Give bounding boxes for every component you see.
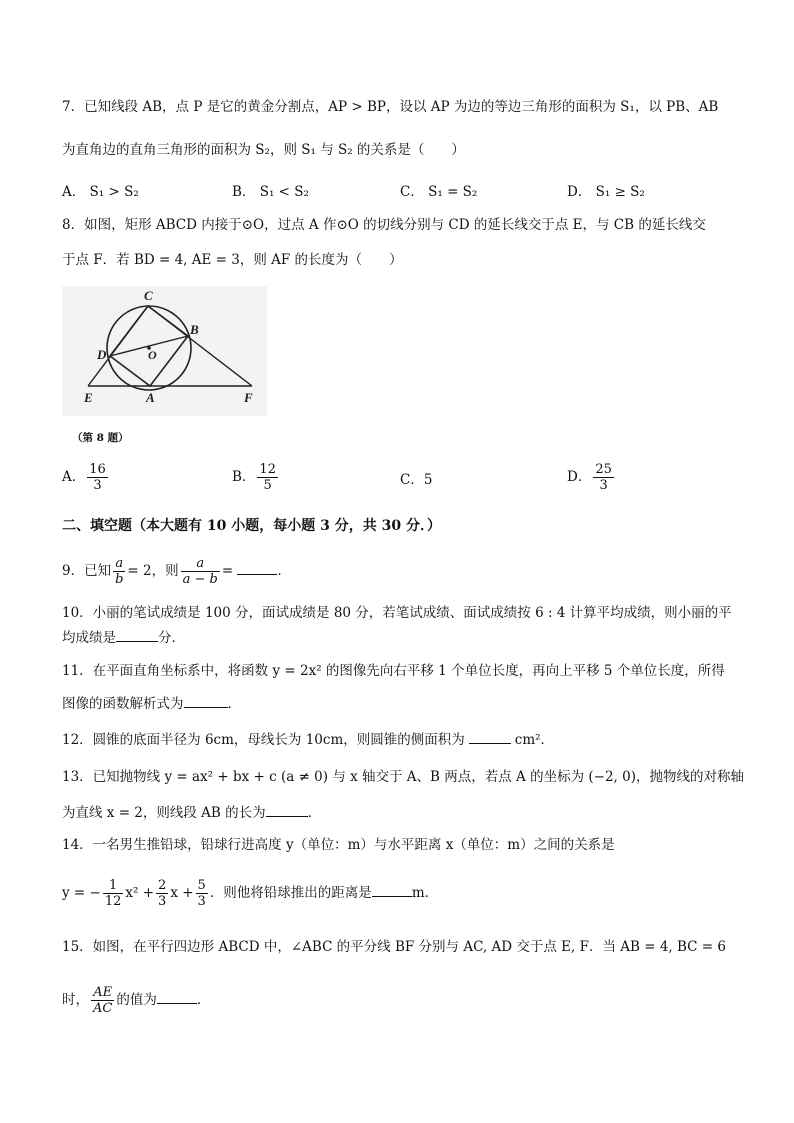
q7-option-b: B． S₁ < S₂ [232,184,309,200]
q13-line1: 13．已知抛物线 y = ax² + bx + c (a ≠ 0) 与 x 轴交于 A、B 两点，若点 A 的坐标为 (−2, 0)，抛物线的对称轴 [62,769,744,785]
q15-line2: 时， $\frac{AE}{AC}$ 的值为 ． [62,985,211,1016]
q12: 12．圆锥的底面半径为 6cm，母线长为 10cm，则圆锥的侧面积为 cm²． [62,729,554,750]
label-a: A [146,390,155,405]
q10-line1: 10．小丽的笔试成绩是 100 分，面试成绩是 80 分，若笔试成绩、面试成绩按 6 : 4 计算平均成绩，则小丽的平 [62,605,732,621]
q14-equation: y = − $\frac{1}{12}$ x² + $\frac{2}{3}$ x + $\frac{5}{3}$ ．则他将铅球推出的距离是 m． [62,878,439,909]
q11-line2: 图像的函数解析式为 ． [62,693,241,714]
label-d: D [97,347,107,362]
q8-line2: 于点 F．若 BD = 4, AE = 3，则 AF 的长度为（ ） [62,252,403,268]
q10-answer-blank [116,627,158,642]
label-c: C [144,288,153,303]
q12-answer-blank [469,729,511,744]
q13-line2: 为直线 x = 2，则线段 AB 的长为 ． [62,802,321,823]
q7-line2: 为直角边的直角三角形的面积为 S₂，则 S₁ 与 S₂ 的关系是（ ） [62,142,465,158]
label-e: E [84,390,93,405]
q10-line2: 均成绩是 分． [62,627,185,648]
q7-option-d: D． S₁ ≥ S₂ [567,184,645,200]
q7-line1: 7．已知线段 AB，点 P 是它的黄金分割点，AP > BP，设以 AP 为边的等边三角形的面积为 S₁，以 PB、AB [62,99,719,115]
q7-option-a: A． S₁ > S₂ [62,184,139,200]
label-o: O [148,348,157,362]
q13-answer-blank [266,802,308,817]
q8-caption: （第 8 题） [72,432,129,444]
q8-line1: 8．如图，矩形 ABCD 内接于⊙O，过点 A 作⊙O 的切线分别与 CD 的延长线交于点 E，与 CB 的延长线交 [62,217,706,233]
q14-answer-blank [372,882,412,897]
section-2-heading: 二、填空题（本大题有 10 小题，每小题 3 分，共 30 分．） [62,518,441,534]
q15-line1: 15．如图，在平行四边形 ABCD 中，∠ABC 的平分线 BF 分别与 AC, AD 交于点 E, F．当 AB = 4, BC = 6 [62,939,726,955]
label-f: F [244,390,253,405]
q8-figure [62,286,267,416]
q8-option-d: D． $\frac{25}{3}$ [567,462,612,493]
q11-answer-blank [184,693,228,708]
q9-answer-blank [237,560,277,575]
q8-option-c: C．5 [400,472,433,488]
q15-answer-blank [157,989,197,1004]
q8-option-a: A． $\frac{16}{3}$ [62,462,106,493]
q9: 9．已知 $\frac{a}{b}$ = 2，则 $\frac{a}{a - b}$ = ． [62,556,291,587]
q7-option-c: C． S₁ = S₂ [400,184,478,200]
label-b: B [190,322,199,337]
q8-option-b: B． $\frac{12}{5}$ [232,462,276,493]
q14-line1: 14．一名男生推铅球，铅球行进高度 y（单位：m）与水平距离 x（单位：m）之间的关系是 [62,837,615,853]
q11-line1: 11．在平面直角坐标系中，将函数 y = 2x² 的图像先向右平移 1 个单位长度，再向上平移 5 个单位长度，所得 [62,663,725,679]
